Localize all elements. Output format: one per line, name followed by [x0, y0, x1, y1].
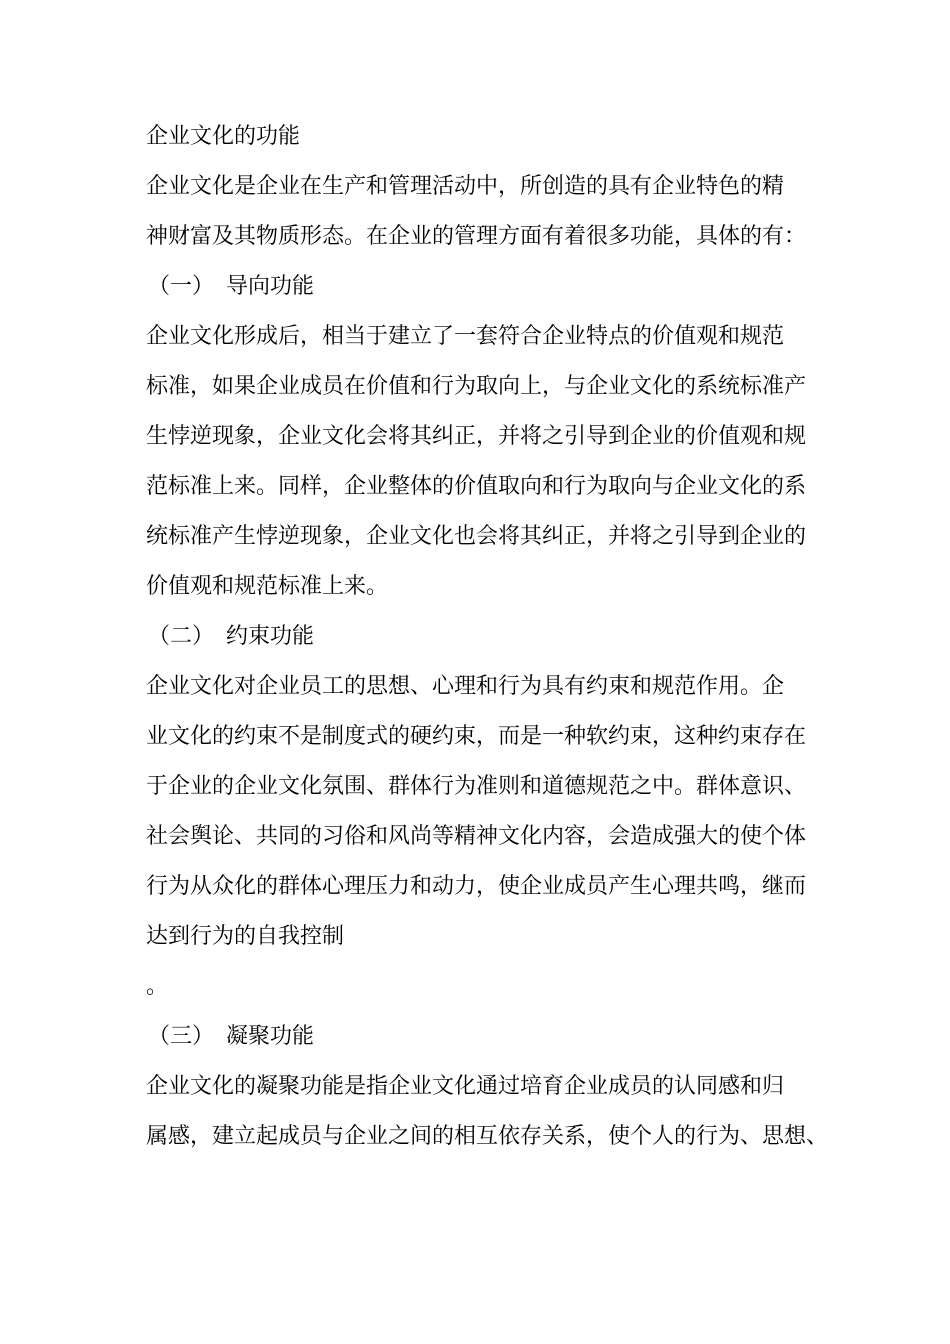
document-body — [146, 112, 829, 1162]
intro-line-2: 神财富及其物质形态。在企业的管理方面有着很多功能，具体的有： — [146, 224, 807, 249]
section-1-line-6: 价值观和规范标准上来。 — [146, 574, 389, 599]
section-1-line-2: 标准，如果企业成员在价值和行为取向上，与企业文化的系统标准产 — [146, 374, 807, 399]
section-3-number: （三） — [148, 1024, 215, 1049]
section-2-line-2: 业文化的约束不是制度式的硬约束，而是一种软约束，这种约束存在 — [146, 724, 807, 749]
section-1-line-5: 统标准产生悖逆现象，企业文化也会将其纠正，并将之引导到企业的 — [146, 524, 807, 549]
section-1-line-3: 生悖逆现象，企业文化会将其纠正，并将之引导到企业的价值观和规 — [146, 424, 807, 449]
section-1-heading — [146, 262, 810, 312]
section-2-title: 约束功能 — [226, 624, 315, 649]
section-2-line-3: 于企业的企业文化氛围、群体行为准则和道德规范之中。群体意识、 — [146, 774, 807, 799]
section-3-title: 凝聚功能 — [226, 1024, 315, 1049]
section-1-line-4: 范标准上来。同样，企业整体的价值取向和行为取向与企业文化的系 — [146, 474, 807, 499]
intro-line-1: 企业文化是企业在生产和管理活动中，所创造的具有企业特色的精 — [146, 174, 785, 199]
section-2-line-4: 社会舆论、共同的习俗和风尚等精神文化内容，会造成强大的使个体 — [146, 824, 807, 849]
section-3-heading — [146, 1012, 810, 1062]
section-3-line-2: 属感，建立起成员与企业之间的相互依存关系，使个人的行为、思想、 — [146, 1124, 829, 1149]
section-1-line-1: 企业文化形成后，相当于建立了一套符合企业特点的价值观和规范 — [146, 324, 785, 349]
section-2-line-6: 达到行为的自我控制 — [146, 924, 345, 949]
section-2-line-5: 行为从众化的群体心理压力和动力，使企业成员产生心理共鸣，继而 — [146, 874, 807, 899]
section-1-number: （一） — [148, 274, 215, 299]
section-1-title: 导向功能 — [226, 274, 315, 299]
section-3-line-1: 企业文化的凝聚功能是指企业文化通过培育企业成员的认同感和归 — [146, 1074, 785, 1099]
section-2-heading — [146, 612, 810, 662]
section-2-line-1: 企业文化对企业员工的思想、心理和行为具有约束和规范作用。企 — [146, 674, 785, 699]
document-title: 企业文化的功能 — [146, 124, 301, 149]
section-2-line-7: 。 — [146, 974, 169, 999]
section-2-number: （二） — [148, 624, 215, 649]
